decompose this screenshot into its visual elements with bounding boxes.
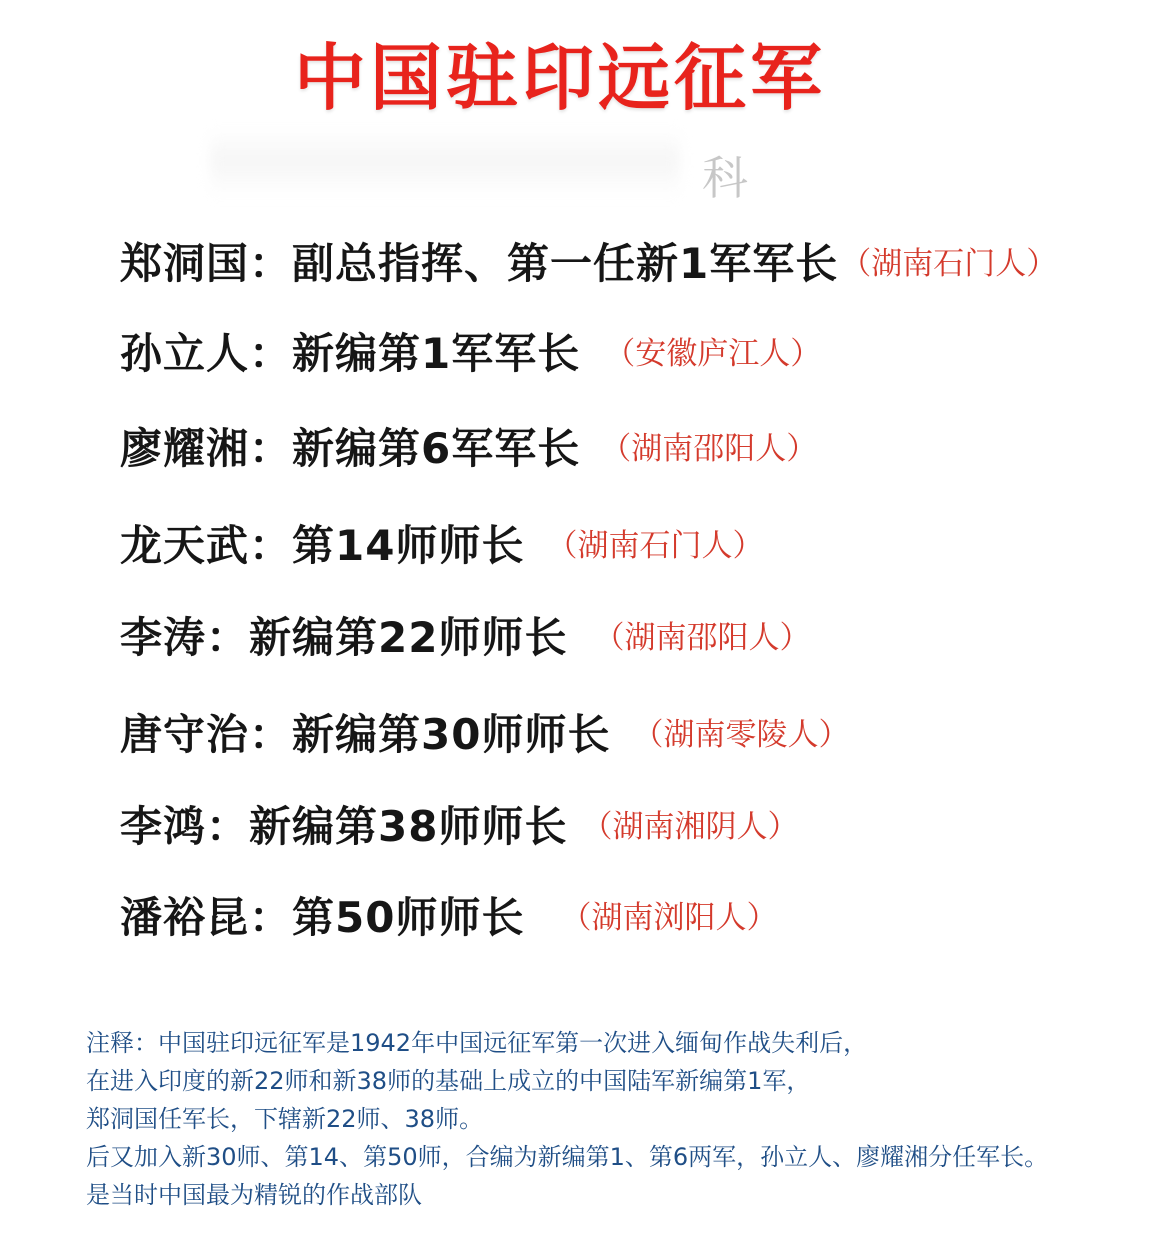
note-line: 是当时中国最为精锐的作战部队 (86, 1181, 422, 1209)
commander-origin: （安徽庐江人） (604, 336, 822, 372)
list-item (120, 233, 1057, 295)
annotation-note (86, 1024, 1156, 1214)
list-item (120, 704, 849, 766)
commander-origin: （湖南零陵人） (632, 717, 850, 753)
commander-name-role: 孙立人：新编第1军军长 (120, 329, 581, 378)
commander-origin: （湖南邵阳人） (593, 620, 811, 656)
commander-origin: （湖南石门人） (546, 528, 764, 564)
commander-origin: （湖南湘阴人） (581, 809, 799, 845)
page-title: 中国驻印远征军 (293, 36, 826, 120)
commander-origin: （湖南邵阳人） (600, 431, 818, 467)
list-item (120, 607, 810, 669)
note-line: 后又加入新30师、第14、第50师，合编为新编第1、第6两军，孙立人、廖耀湘分任军长。 (86, 1143, 1049, 1171)
commander-name-role: 李涛：新编第22师师长 (120, 613, 568, 662)
watermark-text: 科 (702, 151, 748, 205)
commander-name-role: 潘裕昆：第50师师长 (120, 893, 525, 942)
commander-origin: （湖南石门人） (840, 246, 1058, 282)
commander-name-role: 唐守治：新编第30师师长 (120, 710, 611, 759)
list-item (120, 796, 798, 858)
list-item (120, 418, 817, 480)
note-line: 郑洞国任军长，下辖新22师、38师。 (86, 1105, 484, 1133)
list-item (120, 887, 777, 949)
commander-name-role: 郑洞国：副总指挥、第一任新1军军长 (120, 239, 839, 288)
commander-name-role: 龙天武：第14师师长 (120, 521, 525, 570)
commander-name-role: 李鸿：新编第38师师长 (120, 802, 568, 851)
commander-origin: （湖南浏阳人） (560, 900, 778, 936)
list-item (120, 323, 821, 385)
note-line: 在进入印度的新22师和新38师的基础上成立的中国陆军新编第1军， (86, 1067, 811, 1095)
list-item (120, 515, 763, 577)
commander-name-role: 廖耀湘：新编第6军军长 (120, 424, 581, 473)
note-line: 注释：中国驻印远征军是1942年中国远征军第一次进入缅甸作战失利后， (86, 1029, 868, 1057)
